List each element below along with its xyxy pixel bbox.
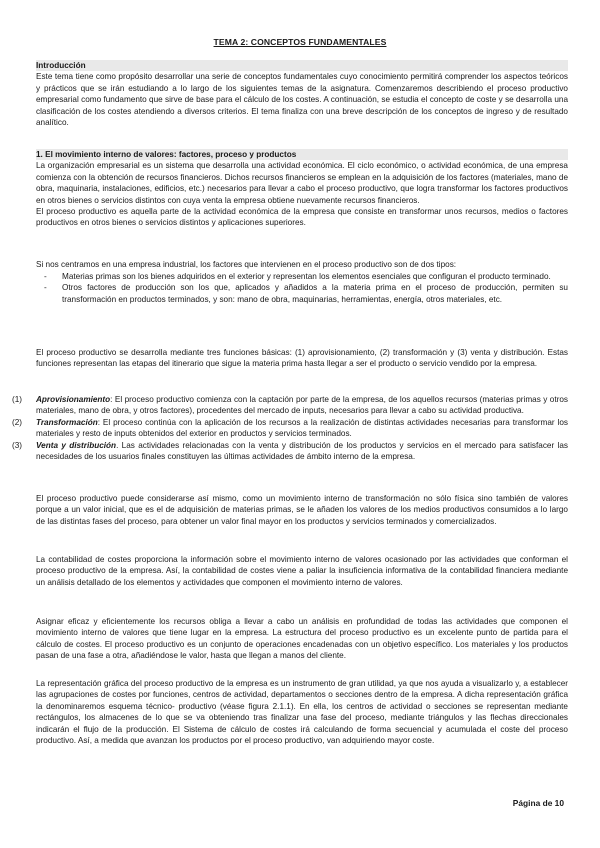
intro-section [36,60,568,128]
function-term: Transformación [36,417,98,427]
intro-heading: Introducción [36,60,568,71]
section1-paragraph-1: La organización empresarial es un sistema que desarrolla una actividad económica. El ciclo económico, o actividad económica, de una empresa comienza con la obtención de recursos financieros. Dichos recursos financieros se emplean en la adquisición de los factores (materiales, mano de obra, maquinaria, instalaciones, edificios, etc.) necesarios para llevar a cabo el proceso productivo, que logra transformar los factores productivos en otros bienes o servicios distintos con cuya venta la empresa obtiene nuevamente recursos financieros. [36,161,568,205]
section1-paragraph-6: La contabilidad de costes proporciona la información sobre el movimiento interno de valores ocasionado por las actividades que conforman el proceso productivo de la empresa. Así, la contabilidad de costes viene a paliar la insuficiencia informativa de la contabilidad financiera mediante un análisis detallado de los elementos y actividades que componen el movimiento interno de valores. [36,555,568,587]
section1-paragraph-3: Si nos centramos en una empresa industrial, los factores que intervienen en el proceso productivo son de dos tipos: [36,260,457,269]
list-item [12,394,568,417]
factors-list [44,271,568,305]
list-item [12,440,568,463]
list-dash: - [44,283,47,293]
function-term: Aprovisionamiento [36,395,111,404]
list-number: (3) [12,440,23,450]
function-text: : El proceso productivo comienza con la captación por parte de la empresa, de los aquellos recursos (materias primas y otros materiales, mano de obra, y otros factores), procedentes del mercado de inputs, necesarios para llevar a cabo su actividad productiva. [36,395,568,416]
list-dash: - [44,272,47,281]
section1-paragraph-5: El proceso productivo puede considerarse así mismo, como un movimiento interno de transformación no sólo física sino también de valores porque a un valor inicial, que es el de adquisición de materias primas, se le añaden los valores de los medios productivos consumidos a lo largo de las distintas fases del proceso, para obtener un valor final mayor en los productos y servicios terminados y comercializados. [36,494,568,526]
page-title: TEMA 2: CONCEPTOS FUNDAMENTALES [213,37,387,47]
intro-paragraph: Este tema tiene como propósito desarrollar una serie de conceptos fundamentales cuyo conocimiento permitirá comprender los aspectos teóricos y prácticos que se irán estudiando a lo largo de los siguientes temas de la asignatura. Comenzaremos describiendo el proceso productivo empresarial como fundamento que sirve de base para el cálculo de los costes. A continuación, se estudia el concepto de coste y se desarrolla una clasificación de los costes atendiendo a diversos criterios. El tema finaliza con una breve descripción de los conceptos de ingreso y de resultado analítico. [36,72,568,128]
function-text: : El proceso continúa con la aplicación de los recursos a la realización de distintas actividades necesarias para transformar los materiales y resto de inputs obtenidos del exterior en productos y servicios terminados. [36,417,568,439]
section1-heading-block [36,149,568,229]
list-number: (2) [12,417,23,427]
list-item [44,271,568,282]
section1-heading: 1. El movimiento interno de valores: factores, proceso y productos [36,149,568,160]
list-item [44,282,568,305]
section1-paragraph-4: El proceso productivo se desarrolla mediante tres funciones básicas: (1) aprovisionamiento, (2) transformación y (3) venta y distribución. Estas funciones representan las etapas del itinerario que sigue la materia prima hasta llegar a ser el producto o servicio vendido por la empresa. [36,348,568,369]
page-number: Página de 10 [512,798,564,808]
list-item [12,417,568,440]
list-item-text: Materias primas son los bienes adquiridos en el exterior y representan los elementos esenciales que configuran el producto terminado. [62,272,551,281]
list-number: (1) [12,395,23,404]
section1-paragraph-8: La representación gráfica del proceso productivo de la empresa es un instrumento de gran utilidad, ya que nos ayuda a visualizarlo y, a establecer las agrupaciones de costes por funciones, centros de actividad, departamentos o secciones dentro de la empresa. A dicha representación gráfica la denominaremos esquema técnico- productivo (véase figura 2.1.1). En ella, los centros de actividad o secciones se representan mediante rectángulos, los almacenes de lo que se va obteniendo tras finalizar una fase del proceso, mediante triángulos y las flechas direccionales indicarán el flujo de la producción. El Sistema de cálculo de costes irá calculando de forma secuencial y acumulada el coste del proceso productivo. Así, a medida que avanzan los productos por el proceso productivo, van adquiriendo mayor coste. [36,679,568,746]
section1-paragraph-7: Asignar eficaz y eficientemente los recursos obliga a llevar a cabo un análisis en profundidad de todas las actividades que componen el movimiento interno de valores que tiene lugar en la empresa. La estructura del proceso productivo es un excelente punto de partida para el cálculo de costes. El proceso productivo es un conjunto de operaciones encadenadas con un objetivo específico. Los materiales y los productos pasan de una fase a otra, añadiéndose le valor, hasta que llegan a manos del cliente. [36,617,568,661]
list-item-text: Otros factores de producción son los que, aplicados y añadidos a la materia prima en el proceso de producción, permiten su transformación en productos terminados, y son: mano de obra, maquinarias, herramientas, energía, otros materiales, etc. [62,283,568,304]
section1-paragraph-2: El proceso productivo es aquella parte de la actividad económica de la empresa que consiste en transformar unos recursos, medios o factores productivos en otros bienes o servicios distintos y aplicaciones superiores. [36,207,568,228]
function-term: Venta y distribución [36,440,117,450]
functions-list [12,394,568,462]
function-text: . Las actividades relacionadas con la venta y distribución de los productos y servicios en el mercado para satisfacer las necesidades de los usuarios finales constituyen las últimas actividades de ámbito interno de la empresa. [36,440,568,462]
